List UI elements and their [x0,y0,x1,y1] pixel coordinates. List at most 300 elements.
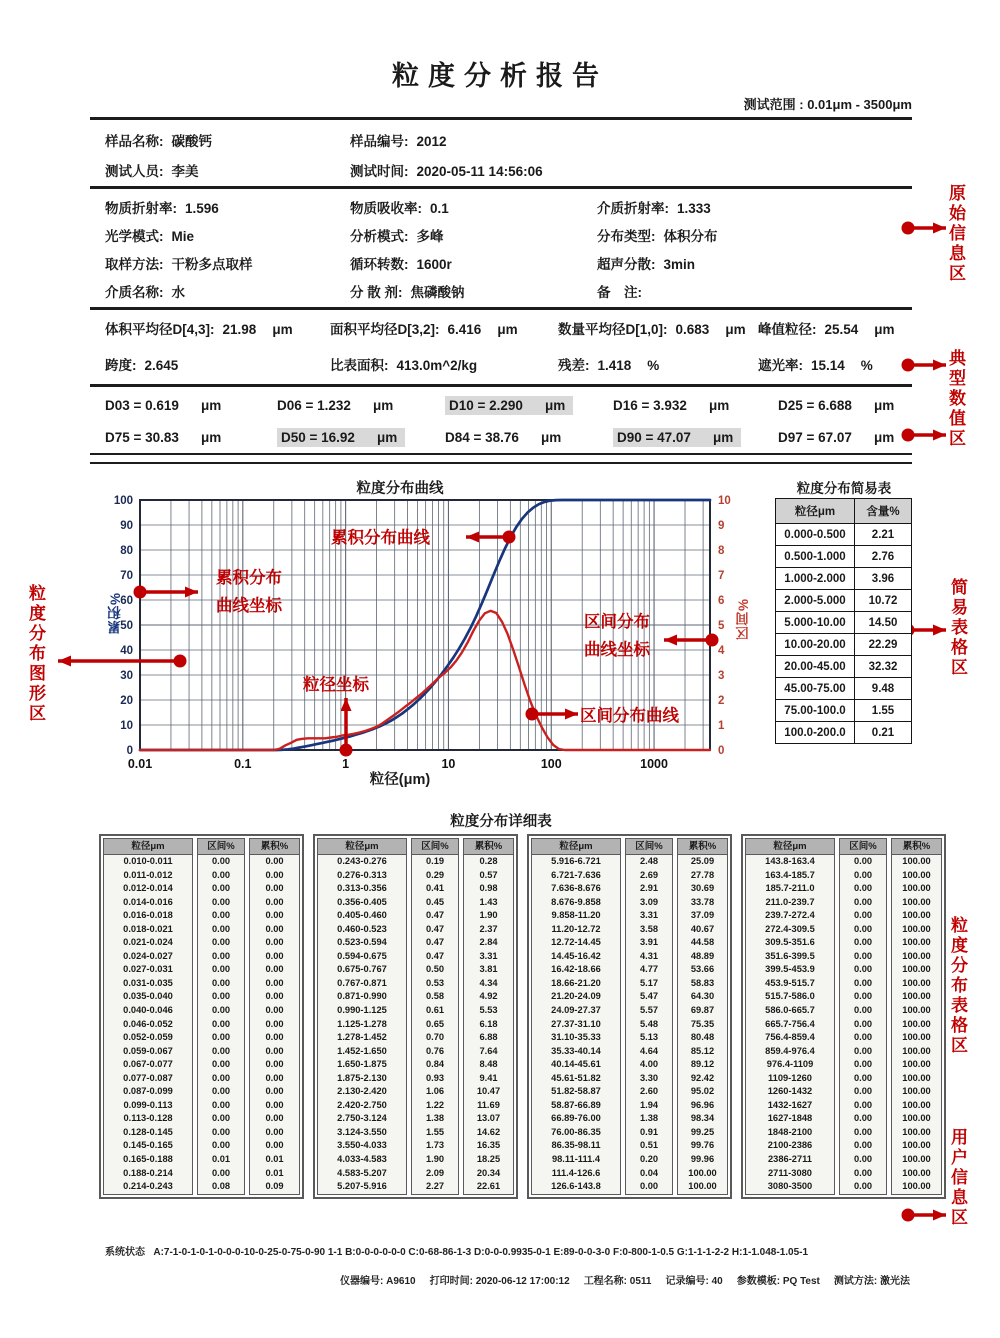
table-row [776,524,912,546]
sample-value: 2020-05-11 14:56:06 [416,164,543,179]
table-cell: 1109-1260 [768,1072,812,1083]
table-cell: 100.00 [902,869,931,880]
dvalue-text: D10 = 2.290 [449,398,523,413]
table-cell: 0.767-0.871 [337,977,387,988]
table-cell: 92.42 [690,1072,715,1083]
table-cell: 99.96 [690,1154,715,1165]
table-cell: 0.00 [853,923,873,934]
table-cell: 100.00 [902,1059,931,1070]
detail-table-column [197,838,245,1195]
table-cell: 0.00 [265,950,284,961]
table-cell: 95.02 [690,1086,715,1097]
typical-label: 跨度: [105,358,137,373]
detail-table-group [741,834,946,1199]
table-cell: 14.62 [476,1126,501,1137]
table-cell: 5.53 [479,1005,498,1016]
table-cell: 0.00 [853,937,873,948]
property-label: 分析模式: [350,229,409,244]
table-cell: 9.858-11.20 [551,910,601,921]
table-cell: 0.405-0.460 [337,910,387,921]
table-cell: 0.021-0.024 [123,937,173,948]
table-cell: 76.00-86.35 [551,1126,601,1137]
table-cell: 5.17 [639,977,659,988]
table-cell: 0.011-0.012 [123,869,173,880]
table-cell: 0.00 [211,1126,231,1137]
table-cell: 9.48 [855,678,912,700]
table-cell: 35.33-40.14 [551,1045,601,1056]
table-cell: 4.64 [639,1045,659,1056]
typical-unit: % [647,358,660,373]
typical-label: 遮光率: [758,358,803,373]
table-cell: 2.27 [425,1181,445,1192]
simple-table-header-row [776,499,912,524]
table-cell: 0.84 [425,1059,445,1070]
detail-table-header: 区间% [840,839,886,855]
detail-table-header: 累积% [678,839,727,855]
dvalue-unit: μm [873,430,895,445]
table-cell: 0.00 [853,1154,873,1165]
y-axis-left-label: 累积% [108,592,123,635]
table-cell: 1.38 [425,1113,445,1124]
dvalue-text: D90 = 47.07 [617,430,691,445]
table-cell: 45.61-51.82 [551,1072,601,1083]
table-cell: 3.96 [855,568,912,590]
table-cell: 0.012-0.014 [123,883,173,894]
axis-tick-label: 7 [718,570,725,582]
table-cell: 586.0-665.7 [765,1005,815,1016]
table-cell: 5.57 [639,1005,659,1016]
table-cell: 0.45 [425,896,445,907]
axis-tick-label: 0.01 [127,757,153,771]
table-cell: 100.00 [902,1005,931,1016]
annotation-arrowhead [466,532,479,543]
detail-table [99,834,931,1199]
table-cell: 0.65 [425,1018,445,1029]
dvalue-unit: μm [376,430,398,445]
table-cell: 100.00 [902,964,931,975]
table-cell: 25.09 [690,856,715,866]
axis-tick-label: 30 [120,670,133,682]
table-cell: 2.420-2.750 [337,1099,387,1110]
table-cell: 58.87-66.89 [551,1099,601,1110]
table-cell: 6.721-7.636 [551,869,601,880]
table-cell: 16.42-18.66 [551,964,601,975]
table-cell: 4.00 [639,1059,659,1070]
detail-table-group [99,834,304,1199]
table-cell: 0.41 [425,883,445,894]
table-cell: 44.58 [690,937,715,948]
table-cell: 51.82-58.87 [551,1086,601,1097]
table-cell: 22.29 [855,634,912,656]
table-cell: 0.01 [265,1167,284,1178]
typical-value: 15.14 [811,358,845,373]
table-cell: 0.990-1.125 [337,1005,387,1016]
table-cell: 0.00 [265,937,284,948]
property-label: 循环转数: [350,257,409,272]
table-cell: 0.027-0.031 [123,964,173,975]
table-cell: 100.00 [902,1154,931,1165]
table-cell: 0.00 [853,964,873,975]
table-cell: 11.69 [477,1099,500,1110]
table-cell: 1.06 [425,1086,445,1097]
typical-label: 面积平均径D[3,2]: [330,322,440,337]
annotation-dot [902,222,915,235]
table-cell: 3.58 [639,923,659,934]
table-cell: 1.22 [425,1099,445,1110]
table-row [776,546,912,568]
table-row [776,678,912,700]
table-cell: 0.128-0.145 [123,1126,173,1137]
table-cell: 0.113-0.128 [123,1113,173,1124]
table-cell: 1.38 [639,1113,659,1124]
typical-value: 0.683 [675,322,710,337]
table-cell: 32.32 [855,656,912,678]
table-cell: 3.81 [479,964,498,975]
typical-label: 体积平均径D[4,3]: [105,322,215,337]
detail-table-column [411,838,459,1195]
annotation-dot [340,744,353,757]
table-cell: 100.00 [902,1018,931,1029]
table-cell: 99.76 [690,1140,715,1151]
table-cell: 2.84 [479,937,498,948]
table-cell: 100.00 [902,1045,931,1056]
table-cell: 100.00 [902,1032,931,1043]
table-row [776,700,912,722]
detail-table-title: 粒度分布详细表 [450,814,552,830]
table-cell: 100.00 [902,1140,931,1151]
axis-tick-label: 0.1 [234,757,252,771]
table-cell: 5.47 [639,991,659,1002]
axis-tick-label: 50 [120,620,133,632]
table-cell: 0.00 [853,856,873,866]
table-cell: 0.00 [211,1032,231,1043]
table-cell: 0.00 [265,856,284,866]
table-cell: 976.4-1109 [766,1059,814,1070]
dvalue-unit: μm [712,430,734,445]
region-label-original: 原始信息区 [946,184,965,284]
table-cell: 100.00 [902,856,931,866]
property-value: 体积分布 [663,229,718,244]
dvalue-unit: μm [873,398,895,413]
property-value: Mie [171,229,195,244]
table-cell: 18.25 [476,1154,501,1165]
table-cell: 0.00 [265,1045,284,1056]
detail-table-header: 粒径μm [532,839,620,855]
table-cell: 2.750-3.124 [337,1113,387,1124]
table-cell: 8.48 [479,1059,498,1070]
detail-table-column [625,838,673,1195]
table-cell: 0.00 [265,910,284,921]
property-label: 分布类型: [597,229,656,244]
property-label: 介质名称: [105,285,164,300]
table-cell: 5.48 [639,1018,659,1029]
table-cell: 0.052-0.059 [123,1032,173,1043]
annotation-arrowhead [933,625,946,636]
table-cell: 0.018-0.021 [123,923,173,934]
typical-value: 413.0m^2/kg [396,358,478,373]
table-cell: 4.31 [639,950,659,961]
dvalue-unit: μm [544,398,566,413]
table-row [776,612,912,634]
table-cell: 9.41 [479,1072,498,1083]
annotation-dot [706,634,719,647]
table-cell: 0.145-0.165 [123,1140,173,1151]
table-cell: 4.583-5.207 [337,1167,387,1178]
table-row [776,590,912,612]
typical-label: 峰值粒径: [758,322,817,337]
table-cell: 0.035-0.040 [123,991,173,1002]
table-cell: 2.37 [479,923,498,934]
table-cell: 80.48 [690,1032,715,1043]
axis-tick-label: 0 [718,745,725,757]
typical-unit: μm [272,322,293,337]
detail-table-column [463,838,514,1195]
table-cell: 1.125-1.278 [337,1018,387,1029]
table-cell: 100.00 [902,1099,931,1110]
sample-value: 碳酸钙 [171,134,212,149]
table-cell: 0.93 [425,1072,445,1083]
axis-tick-label: 80 [120,545,133,557]
table-cell: 0.077-0.087 [123,1072,173,1083]
table-cell: 1432-1627 [767,1099,813,1110]
detail-table-header: 粒径μm [104,839,192,855]
annotation-dot [174,655,187,668]
dvalue-text: D06 = 1.232 [277,398,351,413]
typical-unit: % [860,358,873,373]
table-cell: 0.059-0.067 [123,1045,173,1056]
annotation-dot [902,359,915,372]
table-cell: 45.00-75.00 [776,678,855,700]
table-cell: 100.00 [902,896,931,907]
table-cell: 143.8-163.4 [765,856,815,866]
table-cell: 7.636-8.676 [551,883,601,894]
table-cell: 3.124-3.550 [337,1126,387,1137]
table-cell: 0.53 [425,977,445,988]
sample-value: 2012 [416,134,447,149]
table-cell: 0.01 [211,1154,231,1165]
table-cell: 0.00 [265,1032,284,1043]
table-cell: 0.00 [211,883,231,894]
property-label: 分 散 剂: [350,285,403,300]
table-cell: 16.35 [476,1140,501,1151]
table-cell: 4.92 [479,991,498,1002]
sample-label: 样品名称: [105,134,164,149]
table-cell: 0.014-0.016 [123,896,173,907]
table-cell: 0.00 [265,1018,284,1029]
table-cell: 0.47 [425,937,445,948]
detail-table-group [527,834,732,1199]
table-cell: 859.4-976.4 [765,1045,815,1056]
table-cell: 0.09 [265,1181,284,1192]
sample-value: 李美 [171,164,199,179]
device-info-segment: 记录编号: 40 [665,1276,723,1287]
annotation-dot [902,1209,915,1222]
table-cell: 0.76 [425,1045,445,1056]
detail-table-header: 累积% [250,839,299,855]
table-cell: 0.00 [211,1086,231,1097]
table-cell: 11.20-12.72 [551,923,601,934]
table-cell: 100.00 [902,923,931,934]
table-cell: 0.00 [211,1099,231,1110]
annotation-cumulative-curve: 累积分布曲线 [331,529,430,547]
dvalue-unit: μm [200,398,222,413]
property-value: 水 [171,285,185,300]
table-cell: 100.00 [902,937,931,948]
table-row [776,634,912,656]
table-cell: 1.55 [855,700,912,722]
table-cell: 1260-1432 [767,1086,813,1097]
table-cell: 0.00 [211,869,231,880]
table-cell: 100.00 [902,1113,931,1124]
table-cell: 3080-3500 [767,1181,813,1192]
property-label: 光学模式: [105,229,164,244]
device-info-segment: 参数模板: PQ Test [736,1276,820,1287]
table-cell: 0.00 [853,1099,873,1110]
simple-table-header: 含量% [855,499,912,524]
axis-tick-label: 0 [126,745,133,757]
table-cell: 0.00 [211,991,231,1002]
table-cell: 0.00 [211,1113,231,1124]
annotation-arrowhead [58,656,71,667]
table-cell: 0.19 [425,856,445,866]
table-cell: 0.29 [425,869,445,880]
property-value: 1.596 [185,201,219,216]
annotation-size-axis: 粒径坐标 [303,676,369,694]
dvalue-unit: μm [540,430,562,445]
table-cell: 4.34 [479,977,498,988]
table-cell: 0.460-0.523 [337,923,387,934]
property-label: 备 注: [597,285,642,300]
table-cell: 0.067-0.077 [123,1059,173,1070]
device-info-line [326,1272,910,1287]
table-cell: 0.00 [853,1018,873,1029]
table-cell: 2711-3080 [768,1167,812,1178]
table-cell: 2.21 [855,524,912,546]
table-cell: 0.00 [211,1059,231,1070]
table-cell: 0.00 [265,991,284,1002]
detail-table-column [531,838,621,1195]
annotation-dot [134,586,147,599]
axis-tick-label: 90 [120,520,133,532]
table-cell: 14.50 [855,612,912,634]
table-cell: 0.00 [211,977,231,988]
table-cell: 5.000-10.00 [776,612,855,634]
system-status-line: 系统状态 A:7-1-0-1-0-1-0-0-0-10-0-25-0-75-0-90 1-1 B:0-0-0-0-0-0 C:0-68-86-1-3 D:0-0-0.9935-0-1 E:89-0-0-3-0 F:0-800-1-0.5 G:1-1-1-2-2 H:1-1.048-1.05-1 [105,1247,809,1258]
property-label: 物质吸收率: [350,201,422,216]
table-cell: 0.00 [265,869,284,880]
table-cell: 1.452-1.650 [337,1045,387,1056]
table-cell: 100.00 [902,883,931,894]
sample-label: 测试人员: [105,164,164,179]
axis-tick-label: 60 [120,595,133,607]
table-row [776,722,912,744]
property-label: 超声分散: [597,257,656,272]
typical-unit: μm [874,322,895,337]
table-cell: 0.50 [425,964,445,975]
typical-label: 数量平均径D[1,0]: [558,322,668,337]
dvalue-text: D97 = 67.07 [778,430,852,445]
simple-table-header: 粒径μm [776,499,855,524]
table-cell: 100.00 [902,910,931,921]
axis-tick-label: 5 [718,620,725,632]
table-cell: 0.04 [639,1167,659,1178]
table-cell: 5.916-6.721 [551,856,601,866]
region-label-simple: 简易表格区 [948,578,967,678]
table-cell: 20.00-45.00 [776,656,855,678]
axis-tick-label: 10 [120,720,133,732]
table-cell: 756.4-859.4 [765,1032,815,1043]
table-cell: 69.87 [690,1005,715,1016]
region-label-typical: 典型数值区 [946,349,965,449]
annotation-interval-axis: 区间分布 曲线坐标 [584,613,650,659]
table-cell: 0.871-0.990 [337,991,387,1002]
table-cell: 24.09-27.37 [551,1005,601,1016]
axis-tick-label: 1000 [640,757,668,771]
table-cell: 2.000-5.000 [776,590,855,612]
table-cell: 3.31 [639,910,659,921]
axis-tick-label: 4 [718,645,725,657]
detail-table-header: 区间% [198,839,244,855]
axis-tick-label: 2 [718,695,725,707]
table-cell: 0.00 [211,950,231,961]
table-cell: 96.96 [690,1099,715,1110]
table-cell: 0.47 [425,923,445,934]
axis-tick-label: 40 [120,645,133,657]
table-cell: 0.099-0.113 [123,1099,173,1110]
table-cell: 86.35-98.11 [551,1140,601,1151]
simple-table-title: 粒度分布简易表 [796,481,892,496]
table-cell: 0.00 [211,1167,231,1178]
table-cell: 0.000-0.500 [776,524,855,546]
device-info-segment: 测试方法: 激光法 [833,1276,910,1287]
table-cell: 27.78 [690,869,715,880]
table-cell: 12.72-14.45 [551,937,601,948]
table-cell: 48.89 [690,950,715,961]
table-cell: 0.70 [425,1032,445,1043]
table-cell: 0.47 [425,910,445,921]
detail-table-column [891,838,942,1195]
typical-value: 25.54 [824,322,859,337]
property-value: 焦磷酸钠 [410,285,465,300]
table-cell: 0.00 [853,991,873,1002]
table-cell: 0.00 [211,910,231,921]
device-info-segment: 工程名称: 0511 [583,1276,652,1287]
table-cell: 2100-2386 [767,1140,813,1151]
dvalue-text: D03 = 0.619 [105,398,179,413]
table-cell: 0.01 [265,1154,284,1165]
table-cell: 0.61 [425,1005,445,1016]
table-row [776,656,912,678]
table-cell: 0.58 [425,991,445,1002]
typical-unit: μm [725,322,746,337]
axis-tick-label: 100 [113,495,133,507]
table-cell: 211.0-239.7 [765,896,815,907]
table-cell: 0.165-0.188 [123,1154,173,1165]
table-cell: 163.4-185.7 [765,869,815,880]
table-cell: 21.20-24.09 [551,991,601,1002]
table-cell: 2386-2711 [768,1154,812,1165]
table-cell: 0.20 [639,1154,659,1165]
table-cell: 89.12 [690,1059,715,1070]
table-cell: 0.00 [265,883,284,894]
table-cell: 0.00 [853,1126,873,1137]
typical-value: 21.98 [222,322,257,337]
table-cell: 0.00 [211,896,231,907]
table-cell: 5.207-5.916 [337,1181,387,1192]
table-cell: 0.00 [853,1181,873,1192]
table-cell: 1.90 [479,910,498,921]
region-label-table: 粒度分布表格区 [948,916,967,1056]
